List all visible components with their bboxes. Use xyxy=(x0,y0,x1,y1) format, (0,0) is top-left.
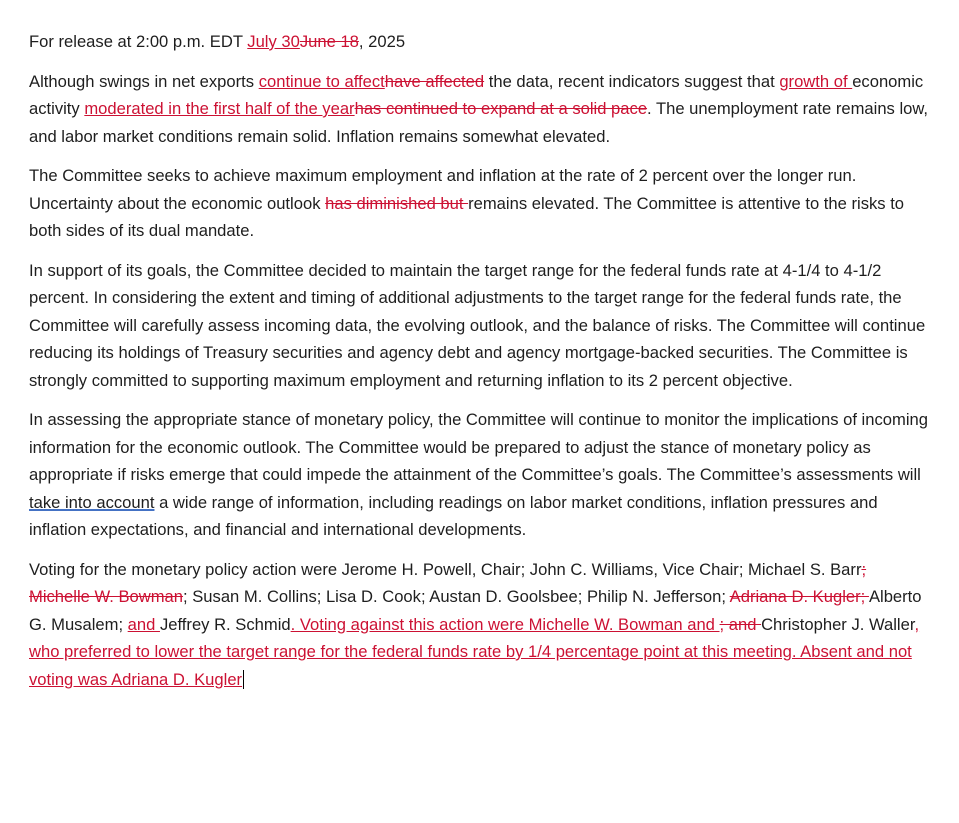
paragraph-policy-decision xyxy=(29,257,929,395)
body-text: Although swings in net exports xyxy=(29,71,259,91)
body-text: economic activity xyxy=(29,71,924,118)
deleted-text: has continued to expand at a solid pace xyxy=(354,99,648,118)
deleted-text: ; Michelle W. Bowman xyxy=(29,559,867,606)
inserted-text: , who preferred to lower the target range for the federal funds rate by 1/4 percentage point at this meeting. Absent and not voting was Adriana D. Kugler xyxy=(29,614,920,689)
body-text: Christopher J. Waller xyxy=(761,614,915,634)
inserted-text: growth of xyxy=(779,71,853,91)
release-suffix: , 2025 xyxy=(358,32,406,51)
inserted-text: moderated in the first half of the year xyxy=(84,99,355,118)
body-text: The Committee seeks to achieve maximum employment and inflation at the rate of 2 percent over the longer run. Uncertainty about the economic outlook xyxy=(29,166,857,213)
body-text: remains elevated. The Committee is attentive to the risks to both sides of its dual mandate. xyxy=(29,193,905,240)
inserted-text: and xyxy=(127,614,160,634)
paragraph-assessment xyxy=(29,406,929,544)
body-text: a wide range of information, including readings on labor market conditions, inflation pressures and inflation expectations, and financial and international developments. xyxy=(29,492,878,539)
release-line xyxy=(29,28,929,56)
paragraph-economy xyxy=(29,68,929,151)
body-text: Alberto G. Musalem; xyxy=(29,587,922,634)
body-text: In assessing the appropriate stance of monetary policy, the Committee will continue to monitor the implications of incoming information for the economic outlook. The Committee would be prepared to adjust the stance of monetary policy as appropriate if risks emerge that could impede the attainment of the Committee’s goals. The Committee’s assessments will xyxy=(29,410,928,484)
body-text: . The unemployment rate remains low, and labor market conditions remain solid. Inflation remains somewhat elevated. xyxy=(29,99,929,146)
paragraph-goals xyxy=(29,162,929,245)
text-cursor xyxy=(243,670,244,689)
body-text: the data, recent indicators suggest that xyxy=(484,71,780,91)
deleted-text: has diminished but xyxy=(325,193,469,213)
document-body[interactable] xyxy=(29,28,929,705)
deleted-text: have affected xyxy=(384,71,485,91)
body-text: In support of its goals, the Committee decided to maintain the target range for the federal funds rate at 4-1/4 to 4-1/2 percent. In considering the extent and timing of additional adjustments to the target range for the federal funds rate, the Committee will carefully assess incoming data, the evolving outlook, and the balance of risks. The Committee will continue reducing its holdings of Treasury securities and agency debt and agency mortgage-backed securities. The Committee is strongly committed to supporting maximum employment and returning inflation to its 2 percent objective. xyxy=(29,260,926,390)
release-prefix: For release at 2:00 p.m. EDT xyxy=(29,32,248,51)
body-text: Voting for the monetary policy action were Jerome H. Powell, Chair; John C. Williams, Vice Chair; Michael S. Barr xyxy=(29,559,862,579)
deleted-text: Adriana D. Kugler; xyxy=(729,587,869,606)
flagged-phrase[interactable]: take into account xyxy=(29,492,155,512)
paragraph-voting xyxy=(29,556,929,694)
deleted-text: ; and xyxy=(719,614,762,634)
inserted-text: . Voting against this action were Michelle W. Bowman and xyxy=(290,614,720,634)
deleted-text: June 18 xyxy=(299,32,359,51)
body-text: Jeffrey R. Schmid xyxy=(159,614,291,634)
inserted-text: continue to affect xyxy=(258,71,385,91)
body-text: ; Susan M. Collins; Lisa D. Cook; Austan D. Goolsbee; Philip N. Jefferson; xyxy=(183,587,730,606)
inserted-text: July 30 xyxy=(247,32,300,51)
